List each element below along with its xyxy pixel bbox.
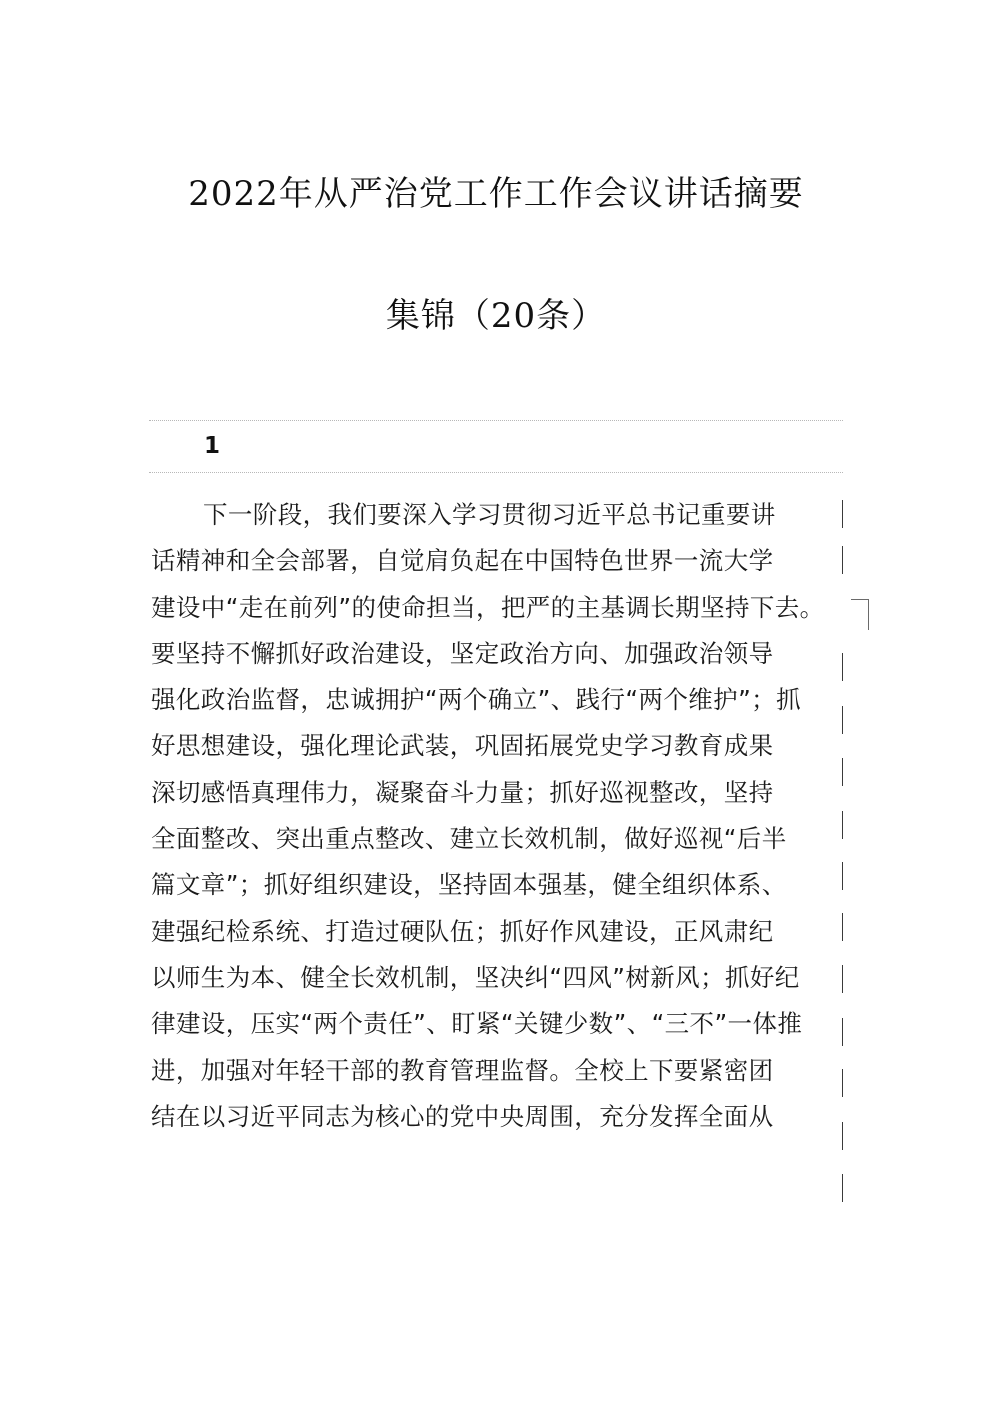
line-end-mark	[842, 706, 843, 734]
body-line: 话精神和全会部署，自觉肩负起在中国特色世界一流大学	[151, 546, 774, 576]
body-line: 下一阶段，我们要深入学习贯彻习近平总书记重要讲	[203, 500, 776, 529]
line-end-mark	[842, 965, 843, 993]
document-title-line-1: 2022年从严治党工作工作会议讲话摘要	[188, 174, 804, 214]
line-end-mark	[842, 500, 843, 528]
line-end-mark	[842, 1018, 843, 1046]
section-top-divider	[149, 420, 843, 421]
body-paragraph	[151, 492, 851, 1140]
body-line: 律建设，压实“两个责任”、盯紧“关键少数”、“三不”一体推	[151, 1009, 803, 1039]
body-line: 篇文章”；抓好组织建设，坚持固本强基，健全组织体系、	[151, 870, 787, 900]
document-title-line-2: 集锦（20条）	[385, 296, 607, 336]
body-line: 深切感悟真理伟力，凝聚奋斗力量；抓好巡视整改，坚持	[151, 777, 774, 807]
line-end-mark	[842, 913, 843, 941]
body-line: 建强纪检系统、打造过硬队伍；抓好作风建设，正风肃纪	[151, 916, 774, 946]
line-end-mark	[842, 862, 843, 890]
line-end-mark	[842, 546, 843, 574]
line-end-mark	[842, 758, 843, 786]
body-line: 全面整改、突出重点整改、建立长效机制，做好巡视“后半	[151, 824, 787, 854]
section-bottom-divider	[149, 472, 843, 473]
body-line: 进，加强对年轻干部的教育管理监督。全校上下要紧密团	[151, 1055, 774, 1085]
section-number: 1	[204, 433, 221, 459]
paragraph-corner-mark	[851, 599, 869, 630]
line-end-mark	[842, 1174, 843, 1202]
line-end-mark	[842, 811, 843, 839]
body-line: 好思想建设，强化理论武装，巩固拓展党史学习教育成果	[151, 731, 774, 761]
body-line: 要坚持不懈抓好政治建设，坚定政治方向、加强政治领导	[151, 638, 774, 668]
body-line: 建设中“走在前列”的使命担当，把严的主基调长期坚持下去。	[151, 592, 825, 622]
body-line: 强化政治监督，忠诚拥护“两个确立”、践行“两个维护”；抓	[151, 685, 801, 715]
line-end-mark	[842, 1122, 843, 1150]
line-end-mark	[842, 653, 843, 681]
line-end-mark	[842, 1069, 843, 1097]
body-line: 结在以习近平同志为核心的党中央周围，充分发挥全面从	[151, 1101, 774, 1131]
body-line: 以师生为本、健全长效机制，坚决纠“四风”树新风；抓好纪	[151, 962, 800, 992]
